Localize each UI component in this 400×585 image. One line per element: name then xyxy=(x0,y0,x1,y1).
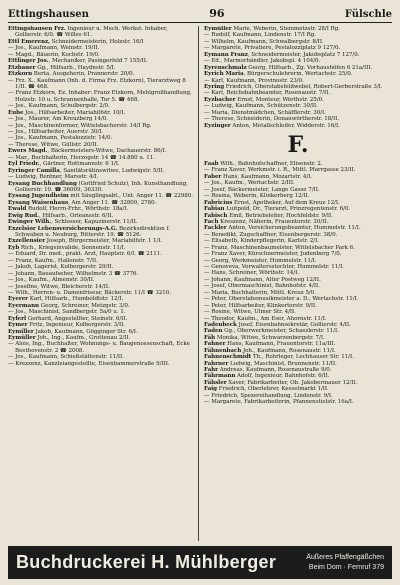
entry-name: Eyferl xyxy=(8,315,27,322)
directory-entry xyxy=(8,341,196,354)
entry-details: Anton, Versicherungsbeamter, Hummelstr. 11/I. xyxy=(226,225,361,232)
entry-details: — Magd., Bäuerin, Kochstr. 19/0. xyxy=(8,51,100,58)
entry-details: — Ludwig, Rentner, Marsstr. 4/I. xyxy=(8,174,99,181)
entry-details: — Johann, Bauaufseher, Wilhelmstr. 3 ☎ 3776. xyxy=(8,270,139,277)
entry-name: Eysang Jugendheim xyxy=(8,193,69,200)
entry-name: Eymann Franz xyxy=(204,51,248,58)
entry-details: Jos., Hilfsarbeiter, Mariahilfstr. 10/I. xyxy=(23,109,126,116)
entry-details: Wilh., Bahnhofschaffner, Elisenstr. 2. xyxy=(218,161,323,167)
advertisement-address xyxy=(306,553,384,573)
entry-details: — Georg, Werkmeister, Hummelstr. 11/I. xyxy=(204,257,317,264)
entry-details: , Sanitätsrätinswitwe, Ludwigstr. 5/II. xyxy=(59,167,165,174)
entry-details: — Margarete, Privatiere, Pestalozziplatz 9 127/0. xyxy=(204,45,341,52)
entry-details: , Bürgerschulehrerin, Wertachstr. 25/0. xyxy=(243,71,353,78)
right-column-top xyxy=(204,26,392,129)
entry-details: Emil, Betriebsleiter, Hochfeldstr. 9/II. xyxy=(227,212,333,219)
entry-details: Friedrich, Oberlehrer, Kesselmarkt 1/II. xyxy=(217,386,329,393)
entry-name: Ewers Magd. xyxy=(8,148,48,155)
entry-details: — Krezzenz, Kanzleiangestellte, Eisenhammerstraße 9/III. xyxy=(8,360,170,367)
entry-details: — Jakob, Lagerist, Kolbergerstr. 29/II. xyxy=(8,264,114,271)
directory-entry xyxy=(8,226,196,239)
entry-details: Rudolf, Herrn-Frhr., Wörthstr. 18a/I. xyxy=(26,206,129,213)
directory-entry xyxy=(8,361,196,367)
entry-name: Ettlinger Jos. xyxy=(8,58,49,65)
advertisement-line-2: Beim Dom · Fernruf 379 xyxy=(308,563,384,571)
entry-name: Eyrenschmalz xyxy=(204,64,247,71)
entry-details: Th., Rohrleger, Lechhauser Str. 11/I. xyxy=(251,354,354,361)
entry-details: — Karl, Reichsbahnbeamter, Rosenaustr. 7/II. xyxy=(204,90,331,97)
entry-details: — Mar., Buchhalterin, Herzogstr. 14 ☎ 14.880 u. 11. xyxy=(8,154,155,161)
entry-details: — Franz, Maschinenbaumeister, Wittelsbacher Park 6. xyxy=(204,244,355,251)
entry-details: — Rosina, Weberin, Klinkerberg 12/II. xyxy=(204,193,310,200)
entry-details: — Ed., Marmorhändler, Jakobspl. 4 104/0. xyxy=(204,58,321,65)
entry-details: Ernst, Apotheker, Auf dem Kreuz 12/I. xyxy=(232,199,340,206)
entry-details: — Franz Xaver, Werkmstr. i. R., Mittl. Pfarrgasse 23/II. xyxy=(204,167,356,174)
entry-name: Fackler xyxy=(204,225,227,232)
entry-details: — Jos., Kaufmann, Weinstr. 19/II. xyxy=(8,45,100,52)
entry-name: Eyzinger xyxy=(204,122,231,129)
entry-details: — Theodor, Kaufm., Am Eser, Ahornstr. 11/I. xyxy=(204,315,327,322)
entry-name: Eymiller xyxy=(8,328,34,335)
entry-name: Ettl Emerenz, xyxy=(8,38,50,45)
entry-details: Friedrich, Oberstabsfeldwebel, Robert-Gerberstraße 3/I. xyxy=(224,83,383,90)
entry-details: — Maria, Buchhalterin, Mittl. Kreuz 5/0. xyxy=(204,289,316,296)
directory-entry xyxy=(204,399,392,405)
entry-details: Fritz, Ingenieur, Kolbergerstr. 3/II. xyxy=(27,322,125,329)
entry-details: — Jos., Maschinist, Sandbergstr. 5a/0 u. 1. xyxy=(8,309,126,316)
entry-details: — Therese, Schneiderin, Donauwörtherstr. 18/II. xyxy=(204,116,340,123)
entry-name: Ewig Rud. xyxy=(8,212,39,219)
entry-details: — Wilhelm, Kaufmann, Schwalbergstr. 8/II. xyxy=(204,38,324,45)
entry-details: Bezirksdirektion f. Schwaben u. Neuburg, Ritterstr. 19. ☎ 5126. xyxy=(15,225,170,238)
entry-details: Hans, Kaufmann, Frauentorstr. 11a/III. xyxy=(225,341,336,348)
directory-entry xyxy=(8,78,196,91)
entry-name: Eyermann xyxy=(8,302,40,309)
entry-name: Fahnenschmidt xyxy=(204,354,252,361)
entry-details: Jakob, Kaufmann, Gögginger Str. 6/I. xyxy=(33,328,138,335)
directory-entry xyxy=(8,90,196,103)
entry-details: Josef, Eisenbahnsekretär, Gollierstr. 4/II. xyxy=(236,321,351,328)
entry-details: — Franz, Kaufm., Hallenstr. 7/II. xyxy=(8,257,98,264)
entry-details: Gerhard, Angestellter, Steinstr. 6/II. xyxy=(26,315,128,322)
advertisement-line-1: Äußeres Pfaffengäßchen xyxy=(306,553,384,561)
entry-details: Berta, Ausgeherin, Prannerstr. 20/0. xyxy=(32,71,135,78)
entry-name: Faden xyxy=(204,328,223,335)
entry-details: — Hans, Schreiner, Wörthstr. 14/I. xyxy=(204,270,299,277)
entry-details: — Franz Etzkorn, Ez. Inhaber: Franz Etzkorn, Mehlgroßhandlung, Holzstr. 10 u. Schrannenhalle, Tor 5. ☎ 468. xyxy=(8,90,192,103)
entry-name: Eyb xyxy=(8,244,20,251)
entry-name: Eube xyxy=(8,109,24,116)
entry-name: Faab xyxy=(204,161,219,167)
entry-details: — Jos., Maurer, Am Kreuzberg 14/0. xyxy=(8,116,108,123)
entry-name: Fähnenbach xyxy=(204,347,242,354)
entry-details: Joh., Ing., Kaufm., Grottenau 2/II. xyxy=(35,335,131,341)
entry-details: — Friedrich, Spezereihandlung, Lindenstr. 9/I. xyxy=(204,392,333,399)
right-column xyxy=(204,26,392,541)
entry-name: Eysang Waisenhaus xyxy=(8,199,69,206)
entry-details: , Hilfsarb., Orleansstr. 6/II. xyxy=(38,212,114,219)
advertisement-banner xyxy=(8,546,392,579)
entry-details: — Josefine, Witwe, Bleicherstr. 14/II. xyxy=(8,283,110,290)
entry-details: mit Säuglingsabt., Unt. Anger 11. ☎ 22980. xyxy=(68,193,193,200)
entry-details: — Genoveva, Vorwaltersstochter, Hummelstr. 11/I. xyxy=(204,264,344,270)
entry-details: , Gärtner, Rottmannstr. 6 1/I. xyxy=(39,161,120,168)
entry-details: — Ludwig, Kaufmann, Schützenstr. 30/II. xyxy=(204,103,318,110)
entry-details: — Margarete, Fabrikarbeiterin, Pfannenstielstr. 16a/I. xyxy=(204,399,354,406)
entry-name: Fahner xyxy=(204,341,226,348)
entry-name: Ewald xyxy=(8,206,27,213)
entry-details: Schneidermeisterin, Holzstr. 16/I xyxy=(49,38,144,45)
entry-details: — Jos., Kaufm., Almenstr. 30/II. xyxy=(8,277,95,284)
entry-details: Ingenieur u. Mech. Werkst. Inhaber, Gollierstr. 6/0. ☎ Willes 61. xyxy=(15,26,168,39)
entry-name: Eyerer xyxy=(8,296,29,303)
entry-details: Kreszenz, Näherin, Frauentorstr. 30/II. xyxy=(218,218,329,225)
entry-details: Marie, Weberin, Steinmetzstr. 28/I Rg. xyxy=(231,26,340,32)
entry-details: — Franz Xaver, Kürschnermeister, Judenberg 7/0. xyxy=(204,251,342,258)
entry-name: Fährmann xyxy=(204,373,236,380)
entry-details: , Schlosser, Kapuzinerstr. 11/II. xyxy=(51,219,138,226)
entry-details: Hans, Kaufmann, Mozartstr. 4/I. xyxy=(221,173,313,180)
entry-details: — Benedikt, Zugschaffner, Eisenbergerstr. 38/0. xyxy=(204,231,338,238)
entry-name: Fadenbeck xyxy=(204,321,237,328)
entry-details: — Eduard, Dr. med., prakt. Arzt, Hauptstr. 6/I. ☎ 2111. xyxy=(8,251,162,258)
entry-details: Ludwig, Maschinist, Brunnenstr. 11/II. xyxy=(228,360,337,367)
entry-details: — Jos., Kaufmann, Schießstättenstr. 11/II. xyxy=(8,354,124,361)
entry-details: — Johann, Kaufmann, Alter Postweg 12/II. xyxy=(204,276,321,283)
entry-name: Fäh xyxy=(204,334,216,341)
entry-name: Exzellensier xyxy=(8,238,46,245)
entry-name: Faig xyxy=(204,386,218,393)
entry-details: , Schneidermeister, Jakobsplatz 7 127/0. xyxy=(247,51,360,58)
entry-details: Gg., Hilfsarb., Haydnstr. 5/I. xyxy=(35,64,116,71)
entry-details: Georg, Hilfsarb., Zg. Vorhaushöfen 6 21a/III. xyxy=(246,64,373,71)
entry-details: Ernst, Monteur, Wörthstr. 25/0. xyxy=(235,96,324,103)
entry-name: Faber xyxy=(204,173,222,180)
entry-name: Ewinger Wilh. xyxy=(8,219,52,226)
entry-name: Eyring xyxy=(204,83,225,90)
left-column xyxy=(8,26,196,541)
entry-details: — Wilh., Herren- u. Damenfriseur, Bäckerstr. 11/I ☎ 3210. xyxy=(8,289,171,296)
page-header xyxy=(8,4,392,20)
entry-name: Eyl Friedr. xyxy=(8,161,40,168)
entry-name: Etzkorn xyxy=(8,71,33,78)
entry-name: Eyringer Camilla xyxy=(8,167,60,174)
entry-name: Fabian xyxy=(204,206,225,213)
entry-details: Xaver, Fabrikarbeiter, Ob. Jakobermauer 12/II. xyxy=(226,379,358,386)
header-right-keyword: Fülschle xyxy=(344,9,392,20)
entry-details: — Jos., Kaufmann, Schulbergstr. 2/0. xyxy=(8,103,110,110)
section-letter: F. xyxy=(287,132,309,158)
header-left-keyword: Ettingshausen xyxy=(8,9,89,20)
entry-details: , Am Anger 11. ☎ 32809, 2780. xyxy=(68,199,157,206)
entry-details: — Rudolf, Kaufmann, Lindenstr. 17/I Rg. xyxy=(204,32,316,39)
entry-details: Anton, Metallschleifer, Widderstr. 16/I. xyxy=(230,122,340,129)
entry-details: — Rosine, Witwe, Ulmer Str. 4/II. xyxy=(204,309,296,316)
entry-name: Etzbauer xyxy=(8,64,36,71)
entry-details: — Jos., Kaufm., Wertachstr. 2/III. xyxy=(204,180,295,187)
entry-details: Andreas, Kaufmann, Rosenaustraße 9/0. xyxy=(217,367,332,373)
entry-details: Karl, Hilfsarb., Humboldtstr. 12/I. xyxy=(28,296,124,303)
entry-details: — Frz. X., Kaufmann (Inh. d. Firma Frz. Etzkorn), Tierarztweg 8 1/II. ☎ 468. xyxy=(8,77,186,90)
entry-details: — Josef, Obermaschinist, Bahnhofstr. 4/II. xyxy=(204,283,320,290)
entry-details: — Elisabeth, Kinderpflegerin, Karlstr. 2/I. xyxy=(204,238,319,245)
entry-details: Joseph, Bürgermeister, Mariahilfstr. 1 1/I. xyxy=(45,238,163,245)
entry-details: — Maria, Dienstmädchen, Schäfflerstr. 30/I. xyxy=(204,109,326,116)
entry-details: — Josef, Bäckermeister, Lange Gasse 7/II. xyxy=(204,186,320,193)
entry-name: Fabricius xyxy=(204,199,233,206)
entry-name: Exzelsior Lebensversicherungs-A.G. xyxy=(8,225,118,232)
entry-details: — Jos., Kaufmann, Pestalozzistr. 14/0. xyxy=(8,135,113,142)
entry-name: Fach xyxy=(204,218,219,225)
entry-name: Eymüller xyxy=(8,335,36,341)
column-divider xyxy=(198,26,199,541)
entry-details: — Karl, Kaufmann, Provinostr. 23/0. xyxy=(204,77,304,84)
entry-details: — Jos., Hilfsarbeiter, Auerstr. 30/I. xyxy=(8,129,104,135)
advertisement-name: Buchdruckerei H. Mühlberger xyxy=(16,552,277,572)
entry-details: — Alois, Ing., Buchhalter, Wohnungs- u. Baugenossenschaft, Ecke Beethovenstr. 2 ☎ 2008. xyxy=(8,341,190,354)
directory-entry xyxy=(8,181,196,194)
entry-details: — Peter, Hilfsarbeiter, Klinkertorstr. 9/II. xyxy=(204,302,317,309)
entry-details: — Peter, Oberstabsmusikmeister a. D., Wertachstr. 11/I. xyxy=(204,296,359,303)
entry-details: (Gottfried Schulz), Inh. Kunsthandlung, Gollierstr. 10. ☎ 36009, 36330. xyxy=(15,180,188,193)
entry-name: Fabisch xyxy=(204,212,228,219)
entry-name: Eysang Buchhandlung xyxy=(8,180,77,187)
entry-name: Fähsler xyxy=(204,379,227,386)
header-rule xyxy=(8,22,392,23)
directory-entry xyxy=(8,26,196,39)
entry-details: Georg, Schreiner, Metzgstr. 3/0. xyxy=(39,302,130,309)
entry-details: Rich., Kriegsinvalide, Sonnenstr. 11/I. xyxy=(19,244,126,251)
entry-details: Adolf, Ingenieur, Bahnhofstr. 6/II. xyxy=(235,373,330,380)
entry-name: Eyrich Maria xyxy=(204,71,244,78)
entry-details: — Jos., Maschinenformer, Wittelsbacherstr. 14/I Rg. xyxy=(8,122,152,129)
entry-details: — Therese, Witwe, Güllstr. 20/II. xyxy=(8,141,99,148)
entry-details: Luitpold, Dr., Tierarzt, Prinzregentenstr. 6/0. xyxy=(224,206,351,213)
entry-name: Eymer xyxy=(8,322,28,329)
entry-details: , Bäckermeisters-Witwe, Dachauerstr. 86/I. xyxy=(47,148,167,155)
entry-name: Ettingshausen Frz. xyxy=(8,26,66,32)
right-column-bottom xyxy=(204,161,392,406)
entry-details: Joh., Kaufmann, Rosenaustr. 11/I. xyxy=(241,347,336,354)
entry-name: Fahr xyxy=(204,367,218,373)
entry-details: Monika, Witwe, Schwarzenbergstr. 7/I. xyxy=(215,334,325,341)
entry-details: , Mechaniker, Pasingerfeld 7 155/II. xyxy=(48,58,148,65)
entry-name: Fahrner xyxy=(204,360,229,367)
entry-name: Eymüller xyxy=(204,26,232,32)
entry-details: Gg., Oberwerkmeister, Schaezlerstr. 11/I. xyxy=(222,328,339,335)
entry-name: Eyzbacher xyxy=(204,96,236,103)
page-number: 96 xyxy=(209,7,225,20)
